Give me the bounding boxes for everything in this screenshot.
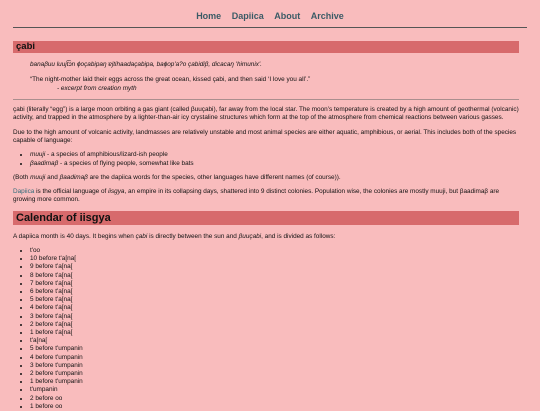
list-item: • 3 before t'a[na[ (30, 313, 519, 321)
species-name: muuji (30, 151, 46, 159)
paragraph-species-names: (Both muuji and βaadimaβ are the dapiica words for the species, other languages have different names (of course)). (13, 173, 341, 181)
paragraph-calendar-intro: A dapiica month is 40 days. It begins when çabi is directly between the sun and βuuçabi, and is divided as follows: (13, 232, 336, 240)
list-item: • t'oo (30, 247, 519, 255)
list-item: • 3 before t'umpanin (30, 362, 519, 370)
list-item: • 7 before t'a[na[ (30, 280, 519, 288)
list-item: • 2 before t'a[na[ (30, 321, 519, 329)
paragraph-volcanic-activity: Due to the high amount of volcanic activity, landmasses are relatively unstable and most animal species are either aquatic, amphibious, or aerial. This includes both of the species capable of language: (13, 128, 517, 144)
list-item: • 8 before t'a[na[ (30, 272, 519, 280)
header-divider (13, 27, 527, 28)
list-item: • 1 before t'a[na[ (30, 329, 519, 337)
list-item: • 10 before t'a[na[ (30, 255, 519, 263)
quote-english-text: “The night-mother laid their eggs across the great ocean, kissed çabi, and then said ‘I love you all’.” (30, 76, 311, 84)
creation-quote (13, 61, 519, 93)
quote-divider (13, 99, 519, 100)
quote-native-text: banaβuu luujt͡ɔn ɸoçabipaŋ ɐjtihaadaçabipa, baɸop'a?o çabidiβ, dicacaŋ 'himunix'. (30, 61, 262, 68)
list-item: • 1 before t'umpanin (30, 378, 519, 386)
list-item: • 5 before t'a[na[ (30, 296, 519, 304)
list-item: • 9 before t'a[na[ (30, 263, 519, 271)
list-item: • 2 before t'umpanin (30, 370, 519, 378)
quote-source: - excerpt from creation myth (57, 84, 137, 92)
species-name: βaadimaβ (30, 159, 59, 167)
list-item (30, 151, 519, 159)
section-heading-cabi: çabi (13, 41, 519, 53)
dapiica-link[interactable]: Dapiica (13, 188, 35, 196)
nav-dapiica-link[interactable]: Dapiica (231, 11, 264, 21)
main-content (0, 41, 540, 411)
species-desc: - a species of amphibious/lizard-ish people (45, 151, 168, 159)
nav-home-link[interactable]: Home (196, 11, 222, 21)
list-item: • t'umpanin (30, 386, 519, 394)
section-heading-calendar: Calendar of iisgya (13, 211, 519, 225)
list-item: • 2 before oo (30, 395, 519, 403)
nav-archive-link[interactable]: Archive (310, 11, 344, 21)
list-item: • t'a[na[ (30, 337, 519, 345)
nav-about-link[interactable]: About (274, 11, 301, 21)
paragraph-cabi-description: çabi (literally “egg”) is a large moon orbiting a gas giant (called βuuçabi), far away from the local star. The moon’s temperature is created by a high amount of geothermal (volcanic) activity, and trapped in the atmosphere by a lighter-than-air icy crystaline structures which form at the top of the atmosphere from chemical reactions between various gasses. (13, 105, 519, 122)
top-nav (0, 0, 540, 27)
species-desc: - a species of flying people, somewhat like bats (58, 159, 194, 167)
paragraph-dapiica-language: Dapiica is the official language of iisgya, an empire in its collapsing days, shattered into 9 distinct colonies. Population wise, the colonies are mostly muuji, but βaadimaβ are growing more common. (13, 188, 500, 204)
list-item: • 1 before oo (30, 403, 519, 411)
list-item: • 4 before t'umpanin (30, 354, 519, 362)
list-item: • 6 before t'a[na[ (30, 288, 519, 296)
list-item: • 5 before t'umpanin (30, 345, 519, 353)
list-item (30, 160, 519, 168)
list-item: • 4 before t'a[na[ (30, 304, 519, 312)
calendar-day-list (13, 247, 519, 411)
species-list (13, 151, 519, 167)
